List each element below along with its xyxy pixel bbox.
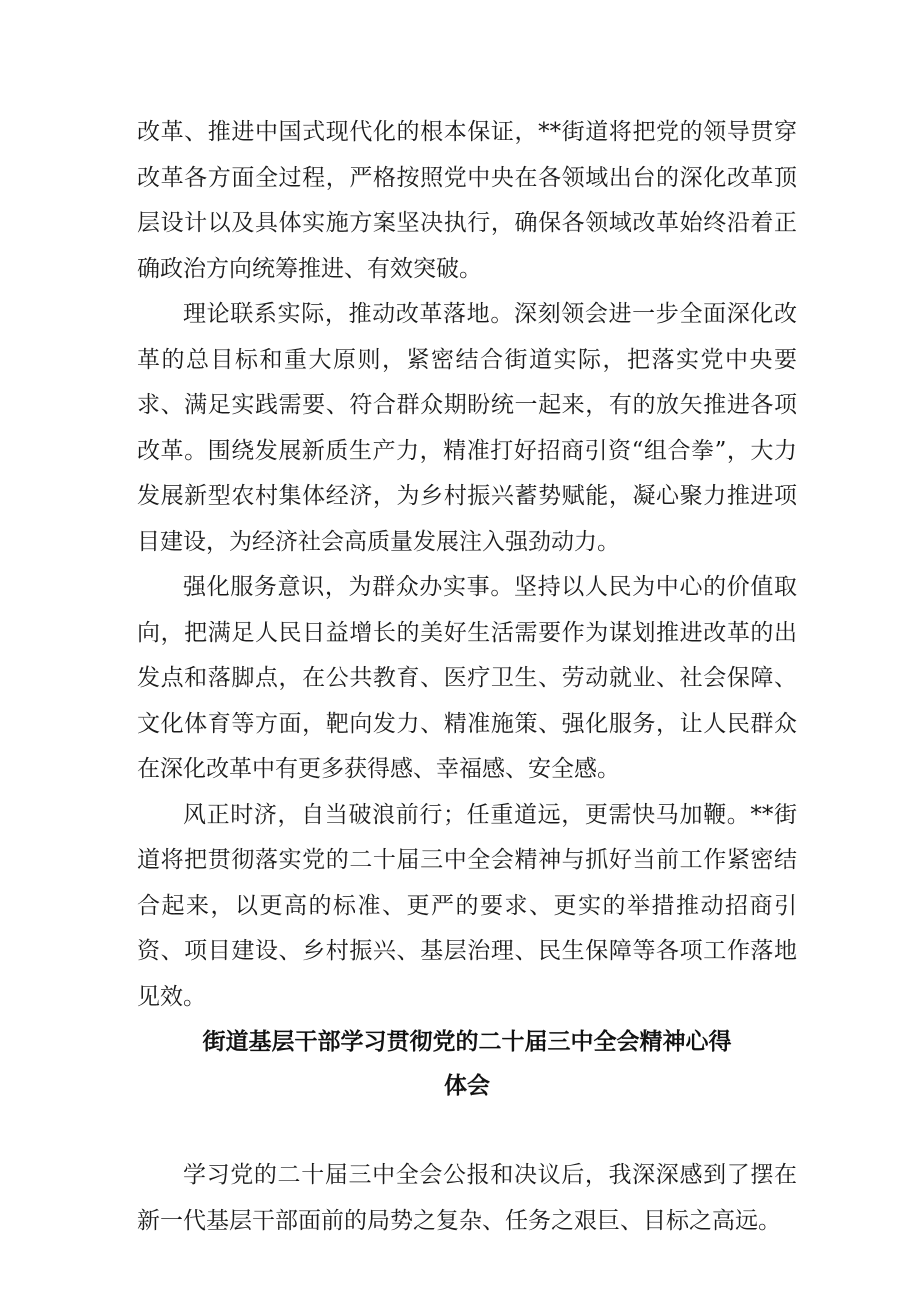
paragraph-1: 改革、推进中国式现代化的根本保证，**街道将把党的领导贯穿改革各方面全过程，严格按照党中央在各领域出台的深化改革顶层设计以及具体实施方案坚决执行，确保各领域改革始终沿着正确政治方向统筹推进、有效突破。 [137, 119, 797, 282]
section-heading [137, 1020, 797, 1108]
heading-spacer [137, 1108, 797, 1153]
paragraph-2: 理论联系实际，推动改革落地。深刻领会进一步全面深化改革的总目标和重大原则，紧密结合街道实际，把落实党中央要求、满足实践需要、符合群众期盼统一起来，有的放矢推进各项改革。围绕发展新质生产力，精准打好招商引资“组合拳”，大力发展新型农村集体经济，为乡村振兴蓄势赋能，凝心聚力推进项目建设，为经济社会高质量发展注入强劲动力。 [137, 301, 797, 555]
section-heading-line-1: 街道基层干部学习贯彻党的二十届三中全会精神心得 [202, 1029, 732, 1055]
section-heading-line-2: 体会 [444, 1073, 490, 1099]
paragraph-4: 风正时济，自当破浪前行；任重道远，更需快马加鞭。**街道将把贯彻落实党的二十届三中全会精神与抓好当前工作紧密结合起来，以更高的标准、更严的要求、更实的举措推动招商引资、项目建设、乡村振兴、基层治理、民生保障等各项工作落地见效。 [137, 801, 797, 1010]
document-body [137, 110, 797, 1244]
paragraph-5: 学习党的二十届三中全会公报和决议后，我深深感到了摆在新一代基层干部面前的局势之复杂、任务之艰巨、目标之高远。 [137, 1162, 797, 1234]
paragraph-3: 强化服务意识，为群众办实事。坚持以人民为中心的价值取向，把满足人民日益增长的美好生活需要作为谋划推进改革的出发点和落脚点，在公共教育、医疗卫生、劳动就业、社会保障、文化体育等方面，靶向发力、精准施策、强化服务，让人民群众在深化改革中有更多获得感、幸福感、安全感。 [137, 574, 797, 782]
